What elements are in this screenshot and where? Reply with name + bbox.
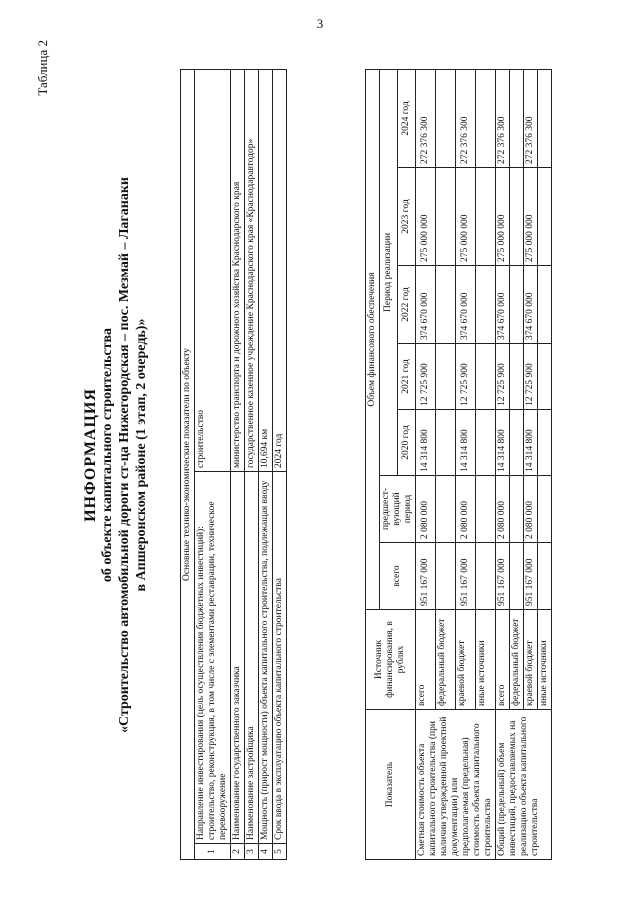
table-label: Таблица 2	[35, 40, 50, 96]
value-cell: 14 314 800	[416, 410, 436, 476]
row-value: 10,694 км	[259, 69, 273, 471]
value-cell: 2 080 000	[524, 476, 538, 543]
financing-header-row-1	[366, 69, 380, 859]
value-cell	[538, 543, 552, 610]
value-cell	[510, 69, 524, 167]
indicator-cell: Общий (предельный) объем инвестиций, предоставляемых на реализацию объекта капитального строительства	[496, 710, 552, 860]
value-cell	[436, 344, 456, 410]
value-cell	[476, 344, 496, 410]
source-cell: краевой бюджет	[456, 610, 476, 710]
header-year: 2023 год	[398, 168, 416, 266]
row-value: государственное казенное учреждение Краснодарского края «Краснодаравтодор»	[245, 69, 259, 471]
value-cell	[476, 266, 496, 344]
row-number: 2	[231, 844, 245, 860]
value-cell	[476, 476, 496, 543]
value-cell	[538, 410, 552, 476]
section1-header: Основные технико-экономические показатели по объекту	[181, 69, 195, 859]
table-row	[195, 69, 231, 859]
value-cell	[436, 476, 456, 543]
indicator-cell: Сметная стоимость объекта капитального строительства (при наличии утвержденной проектной документации) или предполагаемая (предельная) стоимость объекта капитального строительства	[416, 710, 496, 860]
row-label: Наименование государственного заказчика	[231, 472, 245, 844]
table-row	[273, 69, 287, 859]
table-row	[245, 69, 259, 859]
row-value: министерство транспорта и дорожного хозяйства Краснодарского края	[231, 69, 245, 471]
value-cell: 272 376 300	[524, 69, 538, 167]
value-cell: 2 080 000	[456, 476, 476, 543]
source-cell: всего	[496, 610, 510, 710]
value-cell	[436, 543, 456, 610]
value-cell: 275 000 000	[416, 168, 436, 266]
table-row	[496, 69, 510, 859]
row-label: Мощность (прирост мощности) объекта капитального строительства, подлежащая вводу	[259, 472, 273, 844]
value-cell	[476, 410, 496, 476]
value-cell	[510, 344, 524, 410]
value-cell: 12 725 900	[496, 344, 510, 410]
value-cell: 2 080 000	[416, 476, 436, 543]
header-year: 2024 год	[398, 69, 416, 167]
value-cell: 951 167 000	[496, 543, 510, 610]
value-cell: 951 167 000	[416, 543, 436, 610]
value-cell	[538, 69, 552, 167]
value-cell	[510, 410, 524, 476]
row-label: Наименование застройщика	[245, 472, 259, 844]
source-cell: федеральный бюджет	[510, 610, 524, 710]
value-cell: 12 725 900	[524, 344, 538, 410]
value-cell	[538, 266, 552, 344]
value-cell: 374 670 000	[524, 266, 538, 344]
financing-table	[365, 69, 552, 860]
title-line-3: в Апшеронском районе (1 этап, 2 очередь)»	[134, 318, 149, 592]
technical-indicators-table	[180, 69, 287, 860]
source-cell: иные источники	[538, 610, 552, 710]
value-cell: 12 725 900	[416, 344, 436, 410]
value-cell	[436, 266, 456, 344]
value-cell: 14 314 800	[456, 410, 476, 476]
row-label: Направление инвестирования (цель осуществления бюджетных инвестиций): строительство, реконструкция, в том числе с элементами реставрации, техническое перевооружение	[195, 472, 231, 844]
value-cell: 275 000 000	[456, 168, 476, 266]
value-cell	[510, 168, 524, 266]
value-cell	[538, 168, 552, 266]
value-cell	[436, 168, 456, 266]
value-cell	[510, 266, 524, 344]
row-number: 3	[245, 844, 259, 860]
header-year: 2022 год	[398, 266, 416, 344]
header-volume: Объем финансового обеспечения	[366, 69, 380, 609]
value-cell: 951 167 000	[456, 543, 476, 610]
row-number: 1	[195, 844, 231, 860]
title-line-2: «Строительство автомобильной дороги ст-ца Нижегородская – пос. Мезмай – Лаганаки	[117, 177, 132, 733]
value-cell	[476, 168, 496, 266]
value-cell: 951 167 000	[524, 543, 538, 610]
table-row	[416, 69, 436, 859]
table-row	[259, 69, 273, 859]
value-cell	[436, 410, 456, 476]
row-value: 2024 год	[273, 69, 287, 471]
row-label: Срок ввода в эксплуатацию объекта капитального строительства	[273, 472, 287, 844]
header-implementation-period: Период реализации	[380, 69, 398, 475]
value-cell	[510, 476, 524, 543]
section1-header-row	[181, 69, 195, 859]
header-previous-period: предшест-вующий период	[380, 476, 416, 543]
header-indicator: Показатель	[366, 710, 416, 860]
value-cell: 275 000 000	[524, 168, 538, 266]
header-year: 2021 год	[398, 344, 416, 410]
value-cell: 272 376 300	[496, 69, 510, 167]
rotated-document	[0, 20, 640, 890]
table-row	[231, 69, 245, 859]
row-value: строительство	[195, 69, 231, 471]
value-cell: 374 670 000	[416, 266, 436, 344]
value-cell: 14 314 800	[524, 410, 538, 476]
value-cell: 374 670 000	[496, 266, 510, 344]
title-line-1: об объекте капитального строительства	[100, 327, 115, 583]
row-number: 5	[273, 844, 287, 860]
value-cell: 14 314 800	[496, 410, 510, 476]
value-cell	[476, 69, 496, 167]
title-heading: ИНФОРМАЦИЯ	[82, 388, 99, 522]
document-title	[82, 20, 150, 890]
value-cell	[436, 69, 456, 167]
value-cell: 275 000 000	[496, 168, 510, 266]
value-cell: 12 725 900	[456, 344, 476, 410]
source-cell: всего	[416, 610, 436, 710]
header-source: Источник финансирования, в рублях	[366, 610, 416, 710]
page-number: 3	[316, 16, 324, 31]
source-cell: иные источники	[476, 610, 496, 710]
value-cell	[538, 476, 552, 543]
value-cell: 2 080 000	[496, 476, 510, 543]
header-total: всего	[380, 543, 416, 610]
value-cell: 374 670 000	[456, 266, 476, 344]
header-year: 2020 год	[398, 410, 416, 476]
source-cell: федеральный бюджет	[436, 610, 456, 710]
value-cell: 272 376 300	[416, 69, 436, 167]
value-cell	[510, 543, 524, 610]
value-cell: 272 376 300	[456, 69, 476, 167]
row-number: 4	[259, 844, 273, 860]
value-cell	[476, 543, 496, 610]
source-cell: краевой бюджет	[524, 610, 538, 710]
value-cell	[538, 344, 552, 410]
